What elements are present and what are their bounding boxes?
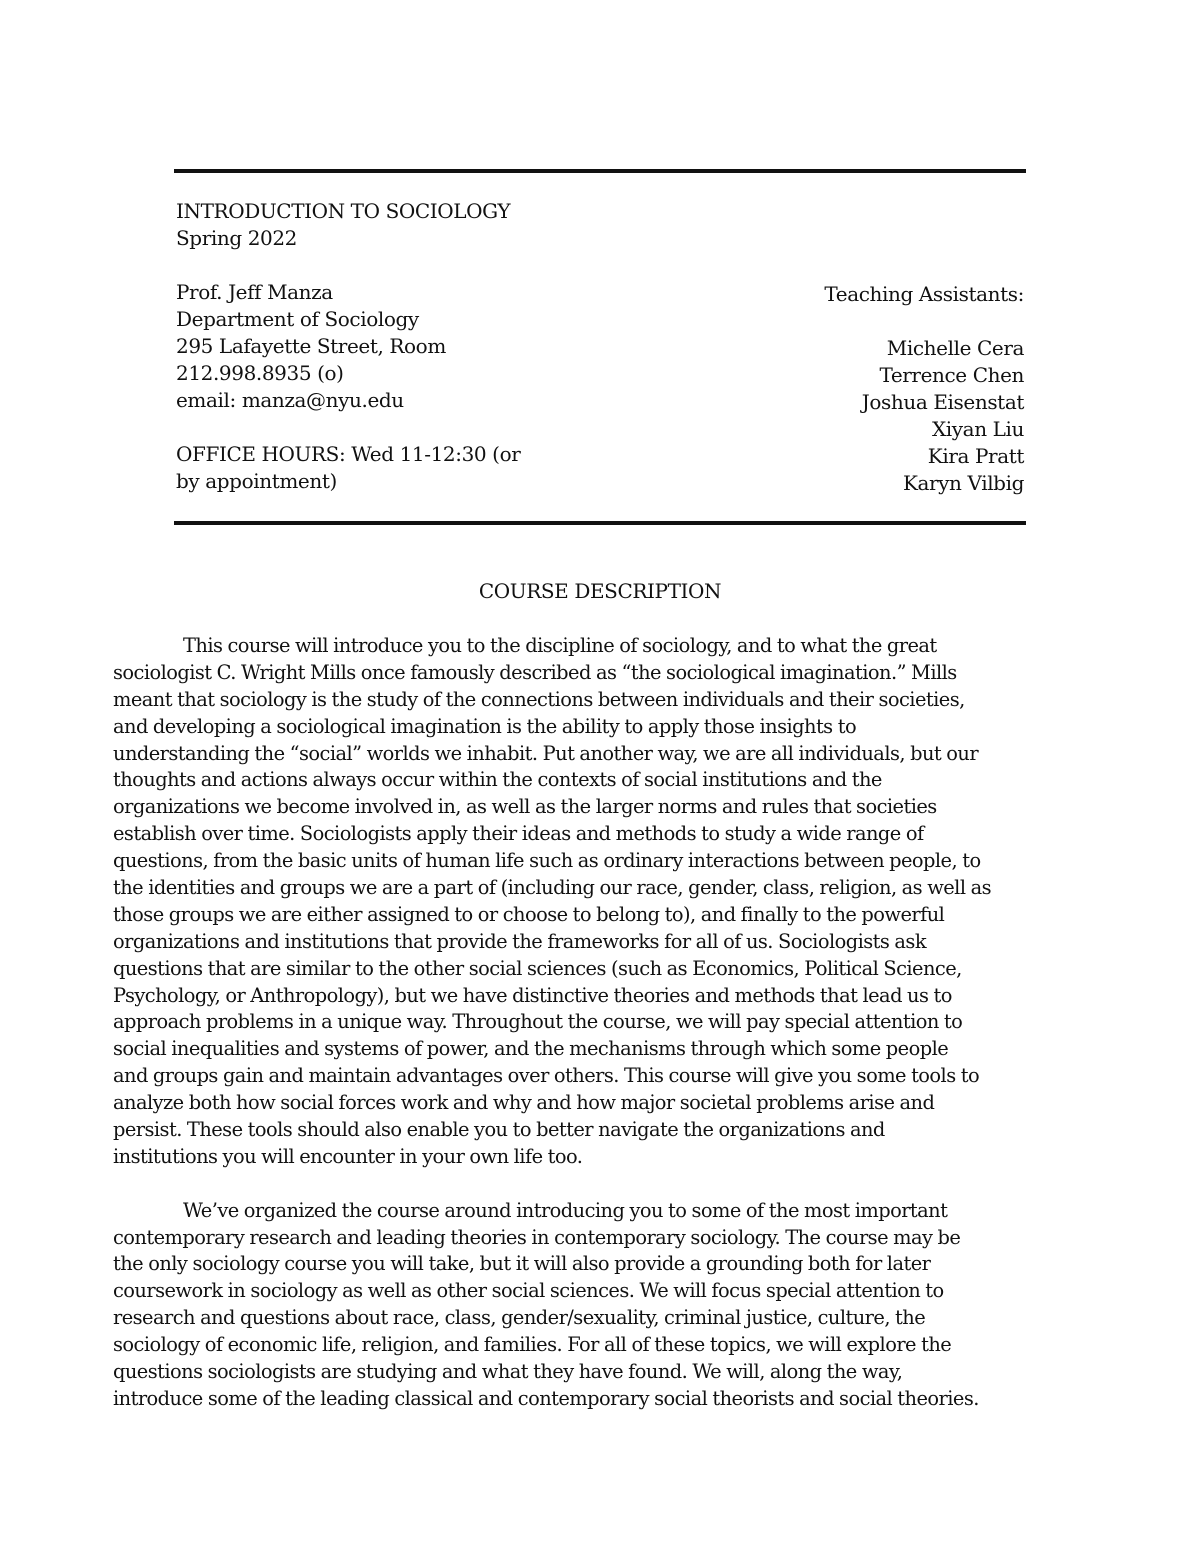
paragraph-1-line: persist. These tools should also enable you to better navigate the organizations and	[113, 1118, 885, 1142]
ta-name: Kira Pratt	[927, 444, 1024, 468]
instructor-address: 295 Lafayette Street, Room	[176, 334, 446, 358]
paragraph-2-line: introduce some of the leading classical and contemporary social theorists and social theories.	[113, 1386, 979, 1410]
paragraph-1-line: approach problems in a unique way. Throughout the course, we will pay special attention to	[113, 1010, 963, 1034]
spacer	[176, 252, 520, 279]
ta-name: Karyn Vilbig	[902, 471, 1024, 495]
paragraph-1-line: Psychology, or Anthropology), but we have distinctive theories and methods that lead us to	[113, 983, 952, 1007]
paragraph-1-line: establish over time. Sociologists apply their ideas and methods to study a wide range of	[113, 822, 924, 846]
paragraph-2-line: We’ve organized the course around introducing you to some of the most important	[183, 1198, 948, 1222]
paragraph-2-line: questions sociologists are studying and what they have found. We will, along the way,	[113, 1360, 903, 1384]
paragraph-spacer	[113, 1171, 991, 1198]
spacer	[176, 414, 520, 441]
office-hours-line-2: by appointment)	[176, 469, 337, 493]
teaching-assistants-list	[824, 281, 1024, 497]
paragraph-1-line: the identities and groups we are a part of (including our race, gender, class, religion, as well as	[113, 876, 991, 900]
ta-name: Michelle Cera	[886, 336, 1024, 360]
instructor-email: email: manza@nyu.edu	[176, 388, 404, 412]
paragraph-1-line: and developing a sociological imagination is the ability to apply those insights to	[113, 714, 857, 738]
paragraph-1-line: meant that sociology is the study of the connections between individuals and their societies,	[113, 687, 965, 711]
spacer	[824, 308, 1024, 335]
paragraph-2-line: coursework in sociology as well as other social sciences. We will focus special attention to	[113, 1279, 944, 1303]
paragraph-1-line: institutions you will encounter in your own life too.	[113, 1144, 583, 1168]
office-hours-line-1: OFFICE HOURS: Wed 11-12:30 (or	[176, 442, 521, 466]
paragraph-1-line: understanding the “social” worlds we inhabit. Put another way, we are all individuals, but our	[113, 741, 979, 765]
instructor-department: Department of Sociology	[176, 307, 419, 331]
paragraph-1-line: social inequalities and systems of power, and the mechanisms through which some people	[113, 1037, 949, 1061]
paragraph-2-line: the only sociology course you will take, but it will also provide a grounding both for later	[113, 1252, 931, 1276]
paragraph-1-line: thoughts and actions always occur within the contexts of social institutions and the	[113, 768, 882, 792]
instructor-phone: 212.998.8935 (o)	[176, 361, 344, 385]
course-title: INTRODUCTION TO SOCIOLOGY	[176, 199, 511, 223]
course-and-instructor-info	[176, 198, 520, 495]
paragraph-1-line: organizations and institutions that provide the frameworks for all of us. Sociologists ask	[113, 929, 927, 953]
course-description-body	[113, 633, 991, 1413]
course-description-heading: COURSE DESCRIPTION	[478, 579, 722, 603]
paragraph-1-line: sociologist C. Wright Mills once famously described as “the sociological imagination.” Mills	[113, 660, 957, 684]
paragraph-1-line: those groups we are either assigned to or choose to belong to), and finally to the powerful	[113, 902, 945, 926]
paragraph-2-line: contemporary research and leading theories in contemporary sociology. The course may be	[113, 1225, 961, 1249]
paragraph-2-line: sociology of economic life, religion, and families. For all of these topics, we will explore the	[113, 1333, 952, 1357]
bottom-divider-rule	[174, 521, 1026, 525]
paragraph-1-line: and groups gain and maintain advantages over others. This course will give you some tools to	[113, 1064, 980, 1088]
ta-name: Terrence Chen	[879, 363, 1024, 387]
paragraph-1-line: questions that are similar to the other social sciences (such as Economics, Political Science,	[113, 956, 962, 980]
paragraph-1-line: organizations we become involved in, as well as the larger norms and rules that societies	[113, 795, 937, 819]
teaching-assistants-label: Teaching Assistants:	[824, 282, 1024, 306]
paragraph-1-line: analyze both how social forces work and why and how major societal problems arise and	[113, 1091, 935, 1115]
ta-name: Joshua Eisenstat	[861, 390, 1024, 414]
paragraph-1-line: This course will introduce you to the discipline of sociology, and to what the great	[183, 634, 937, 657]
top-divider-rule	[174, 169, 1026, 173]
paragraph-1-line: questions, from the basic units of human life such as ordinary interactions between people, to	[113, 849, 981, 873]
paragraph-2-line: research and questions about race, class, gender/sexuality, criminal justice, culture, the	[113, 1306, 926, 1330]
instructor-name: Prof. Jeff Manza	[176, 280, 333, 304]
ta-name: Xiyan Liu	[931, 417, 1024, 441]
course-term: Spring 2022	[176, 226, 298, 250]
